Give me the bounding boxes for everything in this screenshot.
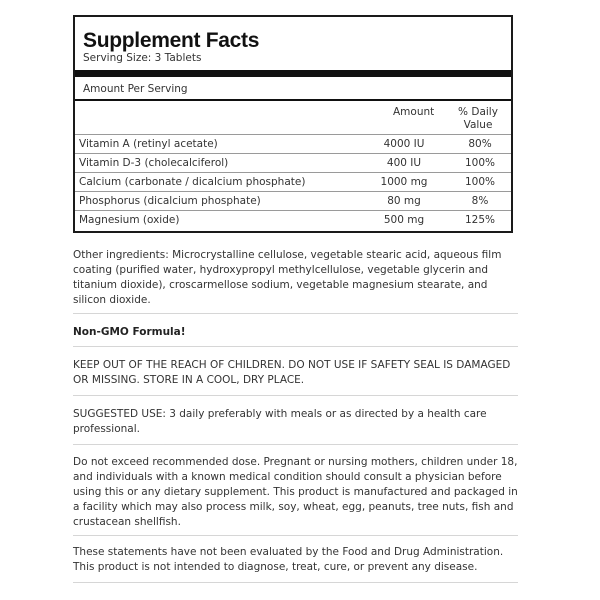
- divider: [73, 444, 518, 445]
- table-row: [75, 154, 511, 173]
- nutrient-daily-value: 100%: [449, 173, 511, 192]
- other-ingredients: Other ingredients: Microcrystalline cellulose, vegetable stearic acid, aqueous film coating (purified water, hydroxypropyl methylcellulose, vegetable glycerin and titanium dioxide), croscarmellose sodium, vegetable magnesium stearate, and silicon dioxide.: [73, 249, 502, 306]
- nutrient-amount: 400 IU: [359, 154, 449, 173]
- column-header-daily-value: [443, 106, 513, 132]
- nutrient-amount: 80 mg: [359, 192, 449, 211]
- storage-warning: KEEP OUT OF THE REACH OF CHILDREN. DO NOT USE IF SAFETY SEAL IS DAMAGED OR MISSING. STORE IN A COOL, DRY PLACE.: [73, 359, 511, 386]
- nutrient-amount: 4000 IU: [359, 135, 449, 154]
- suggested-use: SUGGESTED USE: 3 daily preferably with meals or as directed by a health care professional.: [73, 408, 487, 435]
- caution-statement: Do not exceed recommended dose. Pregnant or nursing mothers, children under 18, and individuals with a known medical condition should consult a physician before using this or any dietary supplement. This product is manufactured and packaged in a facility which may also process milk, soy, wheat, egg, peanuts, tree nuts, fish and crustacean shellfish.: [73, 456, 518, 528]
- dv-header-line2: Value: [463, 119, 493, 131]
- nutrient-name: Phosphorus (dicalcium phosphate): [75, 192, 359, 211]
- divider: [73, 346, 518, 347]
- divider: [73, 535, 518, 536]
- divider: [73, 395, 518, 396]
- amount-per-serving: Amount Per Serving: [83, 83, 188, 95]
- dv-header-line1: % Daily: [458, 106, 498, 118]
- nutrient-daily-value: 100%: [449, 154, 511, 173]
- table-row: [75, 173, 511, 192]
- nutrient-name: Magnesium (oxide): [75, 211, 359, 230]
- nutrient-amount: 500 mg: [359, 211, 449, 230]
- nutrient-amount: 1000 mg: [359, 173, 449, 192]
- table-row: [75, 135, 511, 154]
- nutrient-table: [75, 134, 511, 229]
- serving-size: Serving Size: 3 Tablets: [83, 52, 202, 64]
- nutrient-daily-value: 8%: [449, 192, 511, 211]
- facts-title: Supplement Facts: [83, 29, 260, 52]
- nutrient-daily-value: 125%: [449, 211, 511, 230]
- divider: [73, 582, 518, 583]
- nutrient-name: Vitamin A (retinyl acetate): [75, 135, 359, 154]
- nutrient-daily-value: 80%: [449, 135, 511, 154]
- table-row: [75, 192, 511, 211]
- supplement-facts-panel: [73, 15, 513, 233]
- divider: [73, 313, 518, 314]
- nutrient-name: Calcium (carbonate / dicalcium phosphate): [75, 173, 359, 192]
- table-row: [75, 211, 511, 230]
- thick-divider: [75, 70, 511, 77]
- column-header-amount: Amount: [393, 106, 435, 118]
- fda-disclaimer: These statements have not been evaluated by the Food and Drug Administration. This product is not intended to diagnose, treat, cure, or prevent any disease.: [73, 546, 504, 573]
- divider: [75, 99, 511, 101]
- non-gmo-statement: Non-GMO Formula!: [73, 326, 186, 338]
- nutrient-name: Vitamin D-3 (cholecalciferol): [75, 154, 359, 173]
